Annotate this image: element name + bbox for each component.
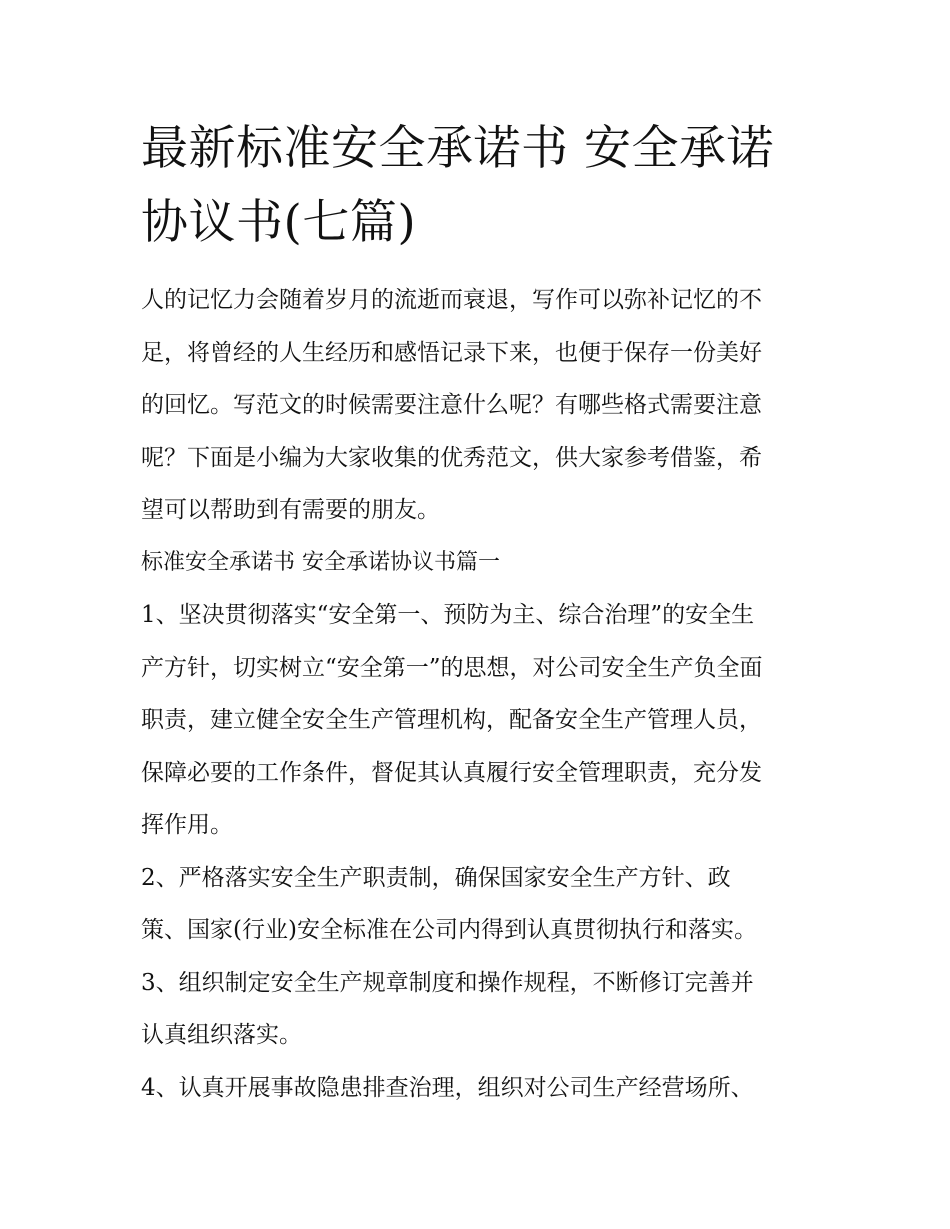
- intro-line: 足，将曾经的人生经历和感悟记录下来，也便于保存一份美好: [141, 339, 762, 366]
- item-1-line: 挥作用。: [141, 812, 233, 838]
- title-line: 协议书(七篇): [141, 195, 417, 250]
- item-2-line: 2、严格落实安全生产职责制，确保国家安全生产方针、政: [141, 864, 731, 891]
- item-4-paragraph: [141, 1062, 813, 1115]
- document-body: [141, 112, 813, 1114]
- item-1-line: 产方针，切实树立“安全第一”的思想，对公司安全生产负全面: [141, 654, 763, 681]
- item-1-line: 保障必要的工作条件，督促其认真履行安全管理职责，充分发: [141, 759, 762, 786]
- item-3-line: 认真组织落实。: [141, 1022, 302, 1048]
- document-title: [141, 112, 813, 260]
- item-2-paragraph: [141, 852, 813, 957]
- intro-line: 的回忆。写范文的时候需要注意什么呢？有哪些格式需要注意: [141, 392, 762, 418]
- item-1-line: 1、坚决贯彻落实“安全第一、预防为主、综合治理”的安全生: [141, 602, 755, 628]
- intro-line: 望可以帮助到有需要的朋友。: [141, 497, 440, 523]
- section-heading: 标准安全承诺书 安全承诺协议书篇一: [141, 549, 500, 575]
- item-4-line: 4、认真开展事故隐患排查治理，组织对公司生产经营场所、: [141, 1074, 754, 1101]
- item-1-line: 职责，建立健全安全生产管理机构，配备安全生产管理人员，: [141, 707, 762, 733]
- title-line: 最新标准安全承诺书 安全承诺: [141, 121, 774, 176]
- item-3-paragraph: [141, 957, 813, 1062]
- intro-line: 人的记忆力会随着岁月的流逝而衰退，写作可以弥补记忆的不: [141, 287, 762, 313]
- item-3-line: 3、组织制定安全生产规章制度和操作规程，不断修订完善并: [141, 969, 754, 996]
- item-2-line: 策、国家(行业)安全标准在公司内得到认真贯彻执行和落实。: [141, 917, 757, 943]
- intro-paragraph: [141, 274, 813, 537]
- item-1-paragraph: [141, 589, 813, 852]
- intro-line: 呢？下面是小编为大家收集的优秀范文，供大家参考借鉴，希: [141, 444, 762, 471]
